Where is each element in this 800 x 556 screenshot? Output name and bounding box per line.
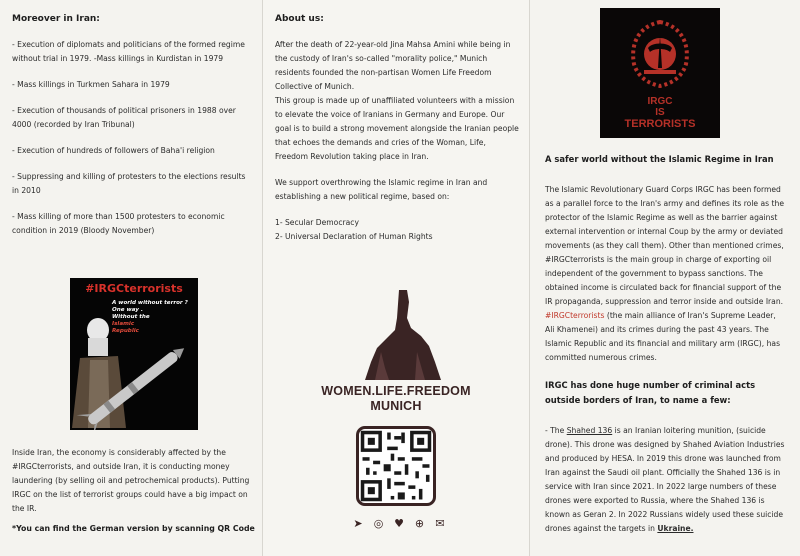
social-links [352,518,446,530]
principle-item: 1- Secular Democracy [275,218,359,227]
irgc-is-terrorists-poster [600,8,720,138]
mail-icon[interactable]: ✉ [435,517,445,530]
crime-item: - Execution of diplomats and politicians of the formed regime without trial in 1979. -Mass killings in Kurdistan in 1979 [12,40,245,63]
shahed-link[interactable]: Shahed 136 [566,426,613,435]
principle-item: 2- Universal Declaration of Human Rights [275,232,433,241]
shahed-text: - The [545,426,565,435]
irgc-emblem-icon [600,12,720,90]
instagram-icon[interactable]: ◎ [373,517,384,530]
twitter-icon[interactable]: ♥ [394,517,404,530]
irgc-paragraph [545,183,785,365]
german-version-note: *You can find the German version by scanning QR Code [12,524,255,533]
outside-borders-heading: IRGC has done huge number of criminal acts outside borders of Iran, to name a few: [545,380,756,405]
about-heading: About us: [275,14,324,24]
poster-line: TERRORISTS [624,118,696,130]
about-paragraph: After the death of 22-year-old Jina Mahsa Amini while being in the custody of Iran's so-called "morality police," Munich residents founded the non-partisan Women Life Freedom Collective of Munich. [275,40,511,91]
raised-fist-logo [355,288,451,380]
safer-world-heading: A safer world without the Islamic Regime in Iran [545,154,774,164]
poster-line: IS [655,107,665,118]
crime-item: - Mass killing of more than 1500 protesters to economic condition in 2019 (Bloody November) [12,212,225,235]
poster-line: A world without terror ? [112,300,188,306]
poster-line: IRGC [647,96,673,107]
web-icon[interactable]: ⊕ [414,517,425,530]
left-heading: Moreover in Iran: [12,14,100,24]
qr-code[interactable] [356,426,436,506]
poster-line: Islamic [112,321,135,327]
poster-hashtag: #IRGCterrorists [85,282,183,295]
shahed-text: is an Iranian loitering munition, (suicide drone). This drone was designed by Shahed Aviation Industries and produced by HESA. In 2019 this drone was launched from Iran against the Saudi oil plant. Officially the Shahed 136 is in service with Iran since 2021. In 2022 large numbers of these drones were exported to Russia, where the Shahed 136 is known as Geran 2. In 2022 Russians widely used these suicide drones against the targets in [545,426,785,533]
crime-item: - Execution of thousands of political prisoners in 1988 over 4000 (recorded by Iran Tribunal) [12,106,236,129]
about-paragraph: This group is made up of unaffiliated volunteers with a mission to elevate the voice of Iranians in Germany and Europe. Our goal is to build a strong movement alongside the Iranian people that echoes the demands and cries of the Woman, Life, Freedom Revolution taking place in Iran. [275,96,519,161]
poster-line: Republic [112,328,139,334]
poster-line: One way . [112,307,143,313]
collective-logo-text [262,384,530,414]
irgc-hashtag: #IRGCterrorists [545,311,605,320]
poster-line: Without the [112,314,150,320]
irgc-text: (the main alliance of Iran's Supreme Leader, Ali Khamenei) and its crimes during the past 43 years. The Islamic Republic and its financial and military arm (IRGC), has committed numerous crimes. [545,311,781,362]
ukraine-link[interactable]: Ukraine. [657,524,694,533]
cleric-missile-illustration [70,278,198,430]
telegram-icon[interactable]: ➤ [353,517,363,530]
irgc-terrorists-poster [70,278,198,430]
logo-line: WOMEN.LIFE.FREEDOM [321,384,471,398]
shahed-paragraph [545,424,785,536]
crime-item: - Mass killings in Turkmen Sahara in 1979 [12,80,170,89]
goal-paragraph: We support overthrowing the Islamic regime in Iran and establishing a new political regime, based on: [275,178,488,201]
economy-paragraph: Inside Iran, the economy is considerably affected by the #IRGCterrorists, and outside Iran, it is conducting money laundering (by selling oil and petrochemical products). Putting IRGC on the list of terrorist groups could have a big impact on the IR. [12,448,250,513]
crime-item: - Execution of hundreds of followers of Baha'i religion [12,146,215,155]
irgc-text: The Islamic Revolutionary Guard Corps IRGC has been formed as a parallel force to the Iran's army and defines its role as the protector of the Islamic Regime as well as the barrier against external intervention or internal Coup by the army or deviated movements (as they call them). Other than mentioned crimes, #IRGCterrorists is the main group in charge of exporting oil independent of the government to bypass sanctions. The obtained income is circulated back for financial support of the IR propaganda, suppression and terror inside and outside Iran. [545,185,785,306]
crime-item: - Suppressing and killing of protesters to the elections results in 2010 [12,172,246,195]
qr-pattern [359,429,433,503]
logo-line: MUNICH [370,399,422,413]
